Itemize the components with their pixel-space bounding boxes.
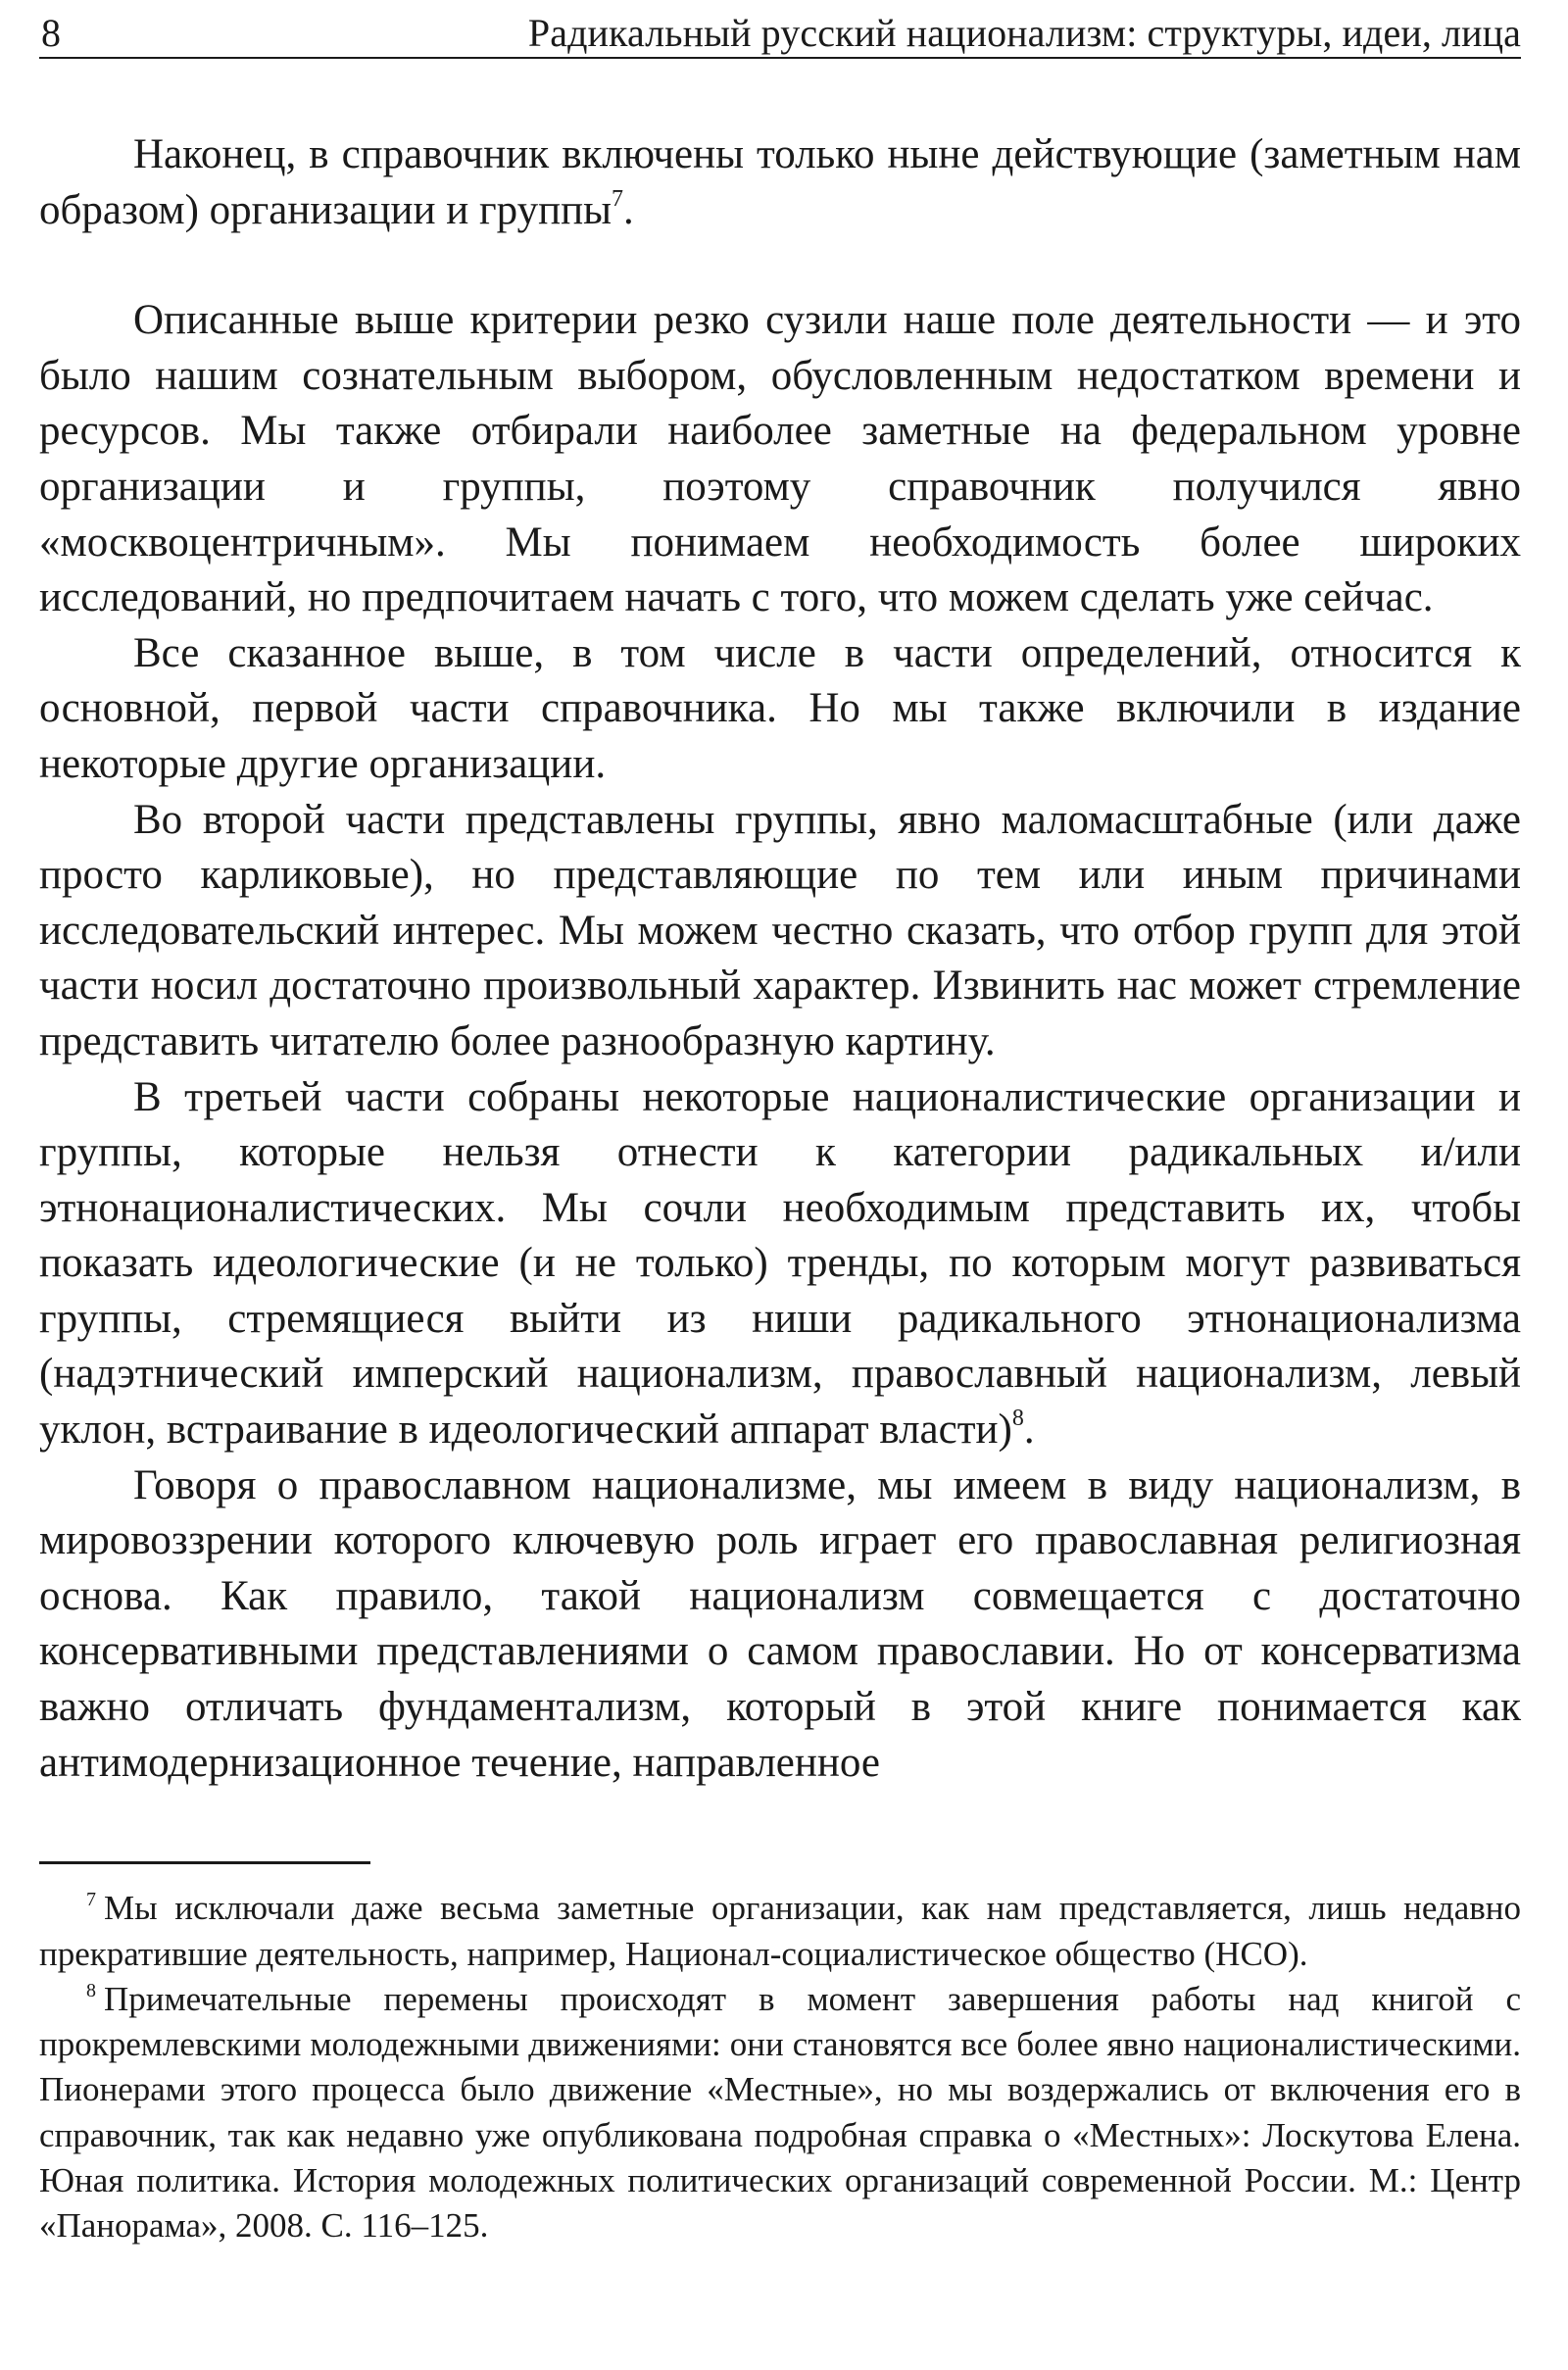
footnote-ref-7[interactable]: 7: [612, 185, 624, 212]
footnote-number: 8: [86, 1979, 96, 2001]
page-number: 8: [41, 11, 61, 55]
paragraph-4: Во второй части представлены группы, явно маломасштабные (или даже просто карликовые), но представляющие по тем или иным причинами исследовательский интерес. Мы можем честно сказать, что отбор групп для этой части носил достаточно произвольный характер. Извинить нас может стремление представить читателю более разнообразную картину.: [39, 796, 1521, 1064]
paragraph-2: Описанные выше критерии резко сузили наше поле деятельности — и это было нашим сознательным выбором, обусловленным недостатком времени и ресурсов. Мы также отбирали наиболее заметные на федеральном уровне организации и группы, поэтому справочник получился явно «москвоцентричным». Мы понимаем необходимость более широких исследований, но предпочитаем начать с того, что можем сделать уже сейчас.: [39, 297, 1521, 621]
footnotes: [39, 1886, 1521, 2248]
footnote-ref-8[interactable]: 8: [1011, 1406, 1024, 1432]
paragraph-3: Все сказанное выше, в том числе в части определений, относится к основной, первой части справочника. Но мы также включили в издание некоторые другие организации.: [39, 629, 1521, 787]
footnote-7: $^7$ Мы исключали даже весьма заметные организации, как нам представляется, лишь недавно прекратившие деятельность, например, Национал-социалистическое общество (НСО).: [39, 1889, 1521, 1973]
footnote-number: 7: [86, 1889, 96, 1911]
footnote-divider: [39, 1861, 370, 1864]
footnote-8: $^8$ Примечательные перемены происходят в момент завершения работы над книгой с прокремлевскими молодежными движениями: они становятся все более явно националистическими. Пионерами этого процесса было движение «Местные», но мы воздержались от включения его в справочник, так как недавно уже опубликована подробная справка о «Местных»: Лоскутова Елена. Юная политика. История молодежных политических организаций современной России. М.: Центр «Панорама», 2008. С. 116–125.: [39, 1979, 1521, 2246]
main-text: [39, 127, 1521, 1791]
paragraph-6: Говоря о православном национализме, мы имеем в виду национализм, в мировоззрении которого ключевую роль играет его православная религиозная основа. Как правило, такой национализм совмещается с достаточно консервативными представлениями о самом православии. Но от консерватизма важно отличать фундаментализм, который в этой книге понимается как антимодернизационное течение, направленное: [39, 1461, 1521, 1786]
running-title: Радикальный русский национализм: структуры, идеи, лица: [527, 11, 1521, 55]
running-header: [39, 0, 1521, 59]
paragraph-1: Наконец, в справочник включены только ныне действующие (заметным нам образом) организации и группы$^7$.: [39, 131, 1521, 233]
paragraph-5: В третьей части собраны некоторые националистические организации и группы, которые нельзя отнести к категории радикальных и/или этнонационалистических. Мы сочли необходимым представить их, чтобы показать идеологические (и не только) тренды, по которым могут развиваться группы, стремящиеся выйти из ниши радикального этнонационализма (надэтнический имперский национализм, православный национализм, левый уклон, встраивание в идеологический аппарат власти)$^8$.: [39, 1073, 1521, 1454]
